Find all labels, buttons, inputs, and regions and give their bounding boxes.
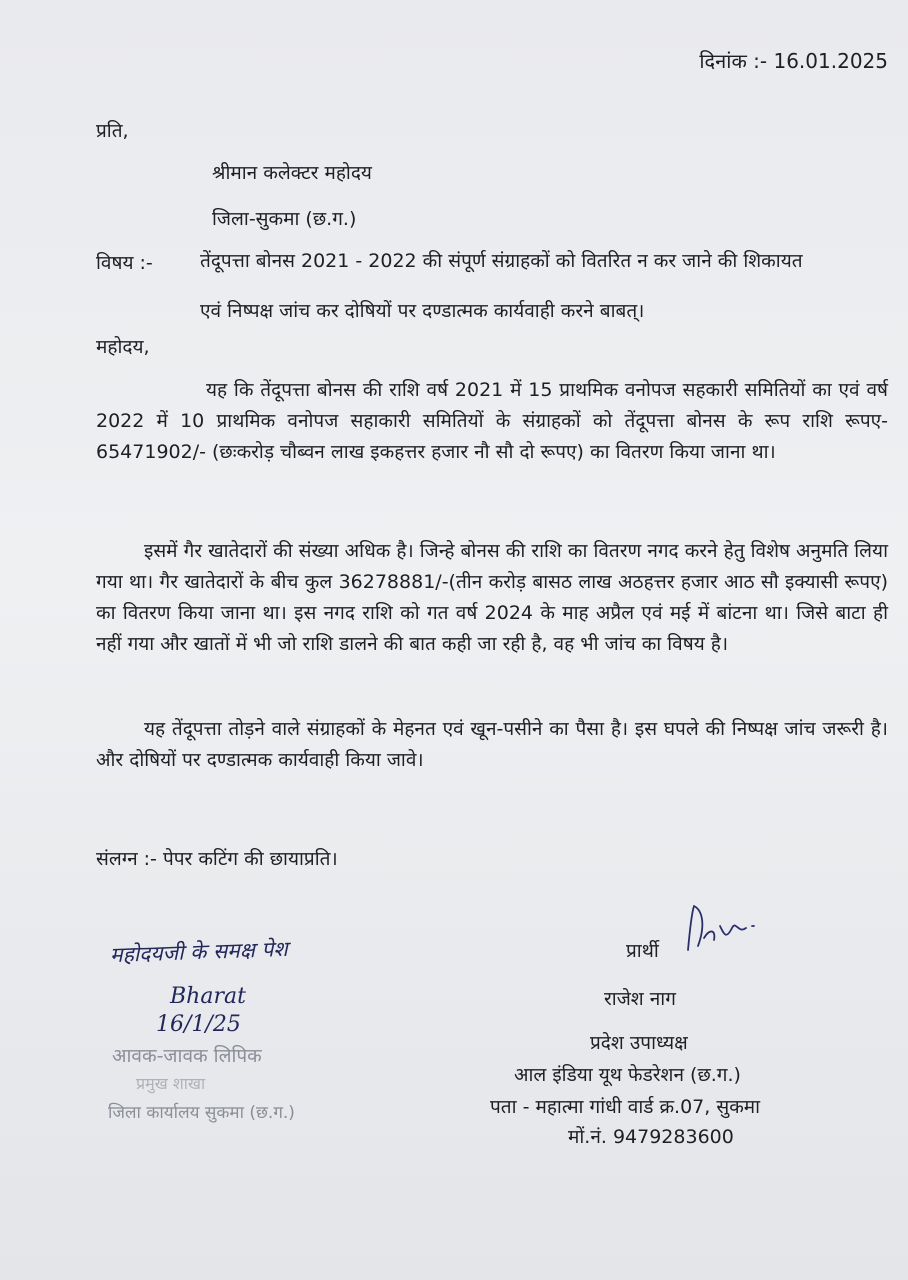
inward-stamp-line-1: आवक-जावक लिपिक bbox=[112, 1045, 262, 1067]
body-paragraph-2: इसमें गैर खातेदारों की संख्या अधिक है। जिन्हे बोनस की राशि का वितरण नगद करने हेतु विशेष अनुमति लिया गया था। गैर खातेदारों के बीच कुल 36278881/-(तीन करोड़ बासठ लाख अठहत्तर हजार आठ सौ इक्यासी रूपए) का वितरण किया जाना था। इस नगद राशि को गत वर्ष 2024 के माह अप्रैल एवं मई में बांटना था। जिसे बाटा ही नहीं गया और खातों में भी जो राशि डालने की बात कही जा रही है, वह भी जांच का विषय है। bbox=[96, 540, 888, 655]
sender-address: पता - महात्मा गांधी वार्ड क्र.07, सुकमा bbox=[490, 1096, 761, 1118]
subject-line-2: एवं निष्पक्ष जांच कर दोषियों पर दण्डात्मक कार्यवाही करने बाबत्। bbox=[200, 300, 645, 322]
received-note-line-1: महोदयजी के समक्ष पेश bbox=[109, 936, 289, 968]
received-note-date: 16/1/25 bbox=[156, 1012, 241, 1037]
sender-label: प्रार्थी bbox=[626, 940, 659, 962]
recipient-district: जिला-सुकमा (छ.ग.) bbox=[212, 208, 357, 230]
body-paragraph-3: यह तेंदूपत्ता तोड़ने वाले संग्राहकों के मेहनत एवं खून-पसीने का पैसा है। इस घपले की निष्पक्ष जांच जरूरी है। और दोषियों पर दण्डात्मक कार्यवाही किया जावे। bbox=[96, 718, 888, 771]
received-note-initials: Bharat bbox=[170, 984, 246, 1009]
sender-name: राजेश नाग bbox=[604, 988, 676, 1010]
body-paragraph-1: यह कि तेंदूपत्ता बोनस की राशि वर्ष 2021 में 15 प्राथमिक वनोपज सहकारी समितियों का एवं वर्ष 2022 में 10 प्राथमिक वनोपज सहाकारी समितियों के संग्राहकों को तेंदूपत्ता बोनस के रूप राशि रूपए- 65471902/- (छःकरोड़ चौब्वन लाख इकहत्तर हजार नौ सौ दो रूपए) का वितरण किया जाना था। bbox=[96, 379, 888, 463]
enclosure-note: संलग्न :- पेपर कटिंग की छायाप्रति। bbox=[96, 848, 338, 870]
subject-label: विषय :- bbox=[96, 252, 153, 274]
inward-stamp-line-3: जिला कार्यालय सुकमा (छ.ग.) bbox=[108, 1103, 295, 1123]
recipient-title: श्रीमान कलेक्टर महोदय bbox=[212, 162, 372, 184]
subject-line-1: तेंदूपत्ता बोनस 2021 - 2022 की संपूर्ण संग्राहकों को वितरित न कर जाने की शिकायत bbox=[200, 250, 803, 272]
letter-date: दिनांक :- 16.01.2025 bbox=[699, 49, 888, 73]
handwritten-signature bbox=[676, 898, 762, 964]
sender-phone: मों.नं. 9479283600 bbox=[568, 1126, 734, 1148]
recipient-prefix: प्रति, bbox=[96, 120, 129, 142]
salutation: महोदय, bbox=[96, 336, 150, 358]
sender-organization: आल इंडिया यूथ फेडरेशन (छ.ग.) bbox=[514, 1064, 741, 1086]
sender-designation: प्रदेश उपाध्यक्ष bbox=[590, 1032, 688, 1054]
inward-stamp-line-2: प्रमुख शाखा bbox=[136, 1074, 206, 1093]
